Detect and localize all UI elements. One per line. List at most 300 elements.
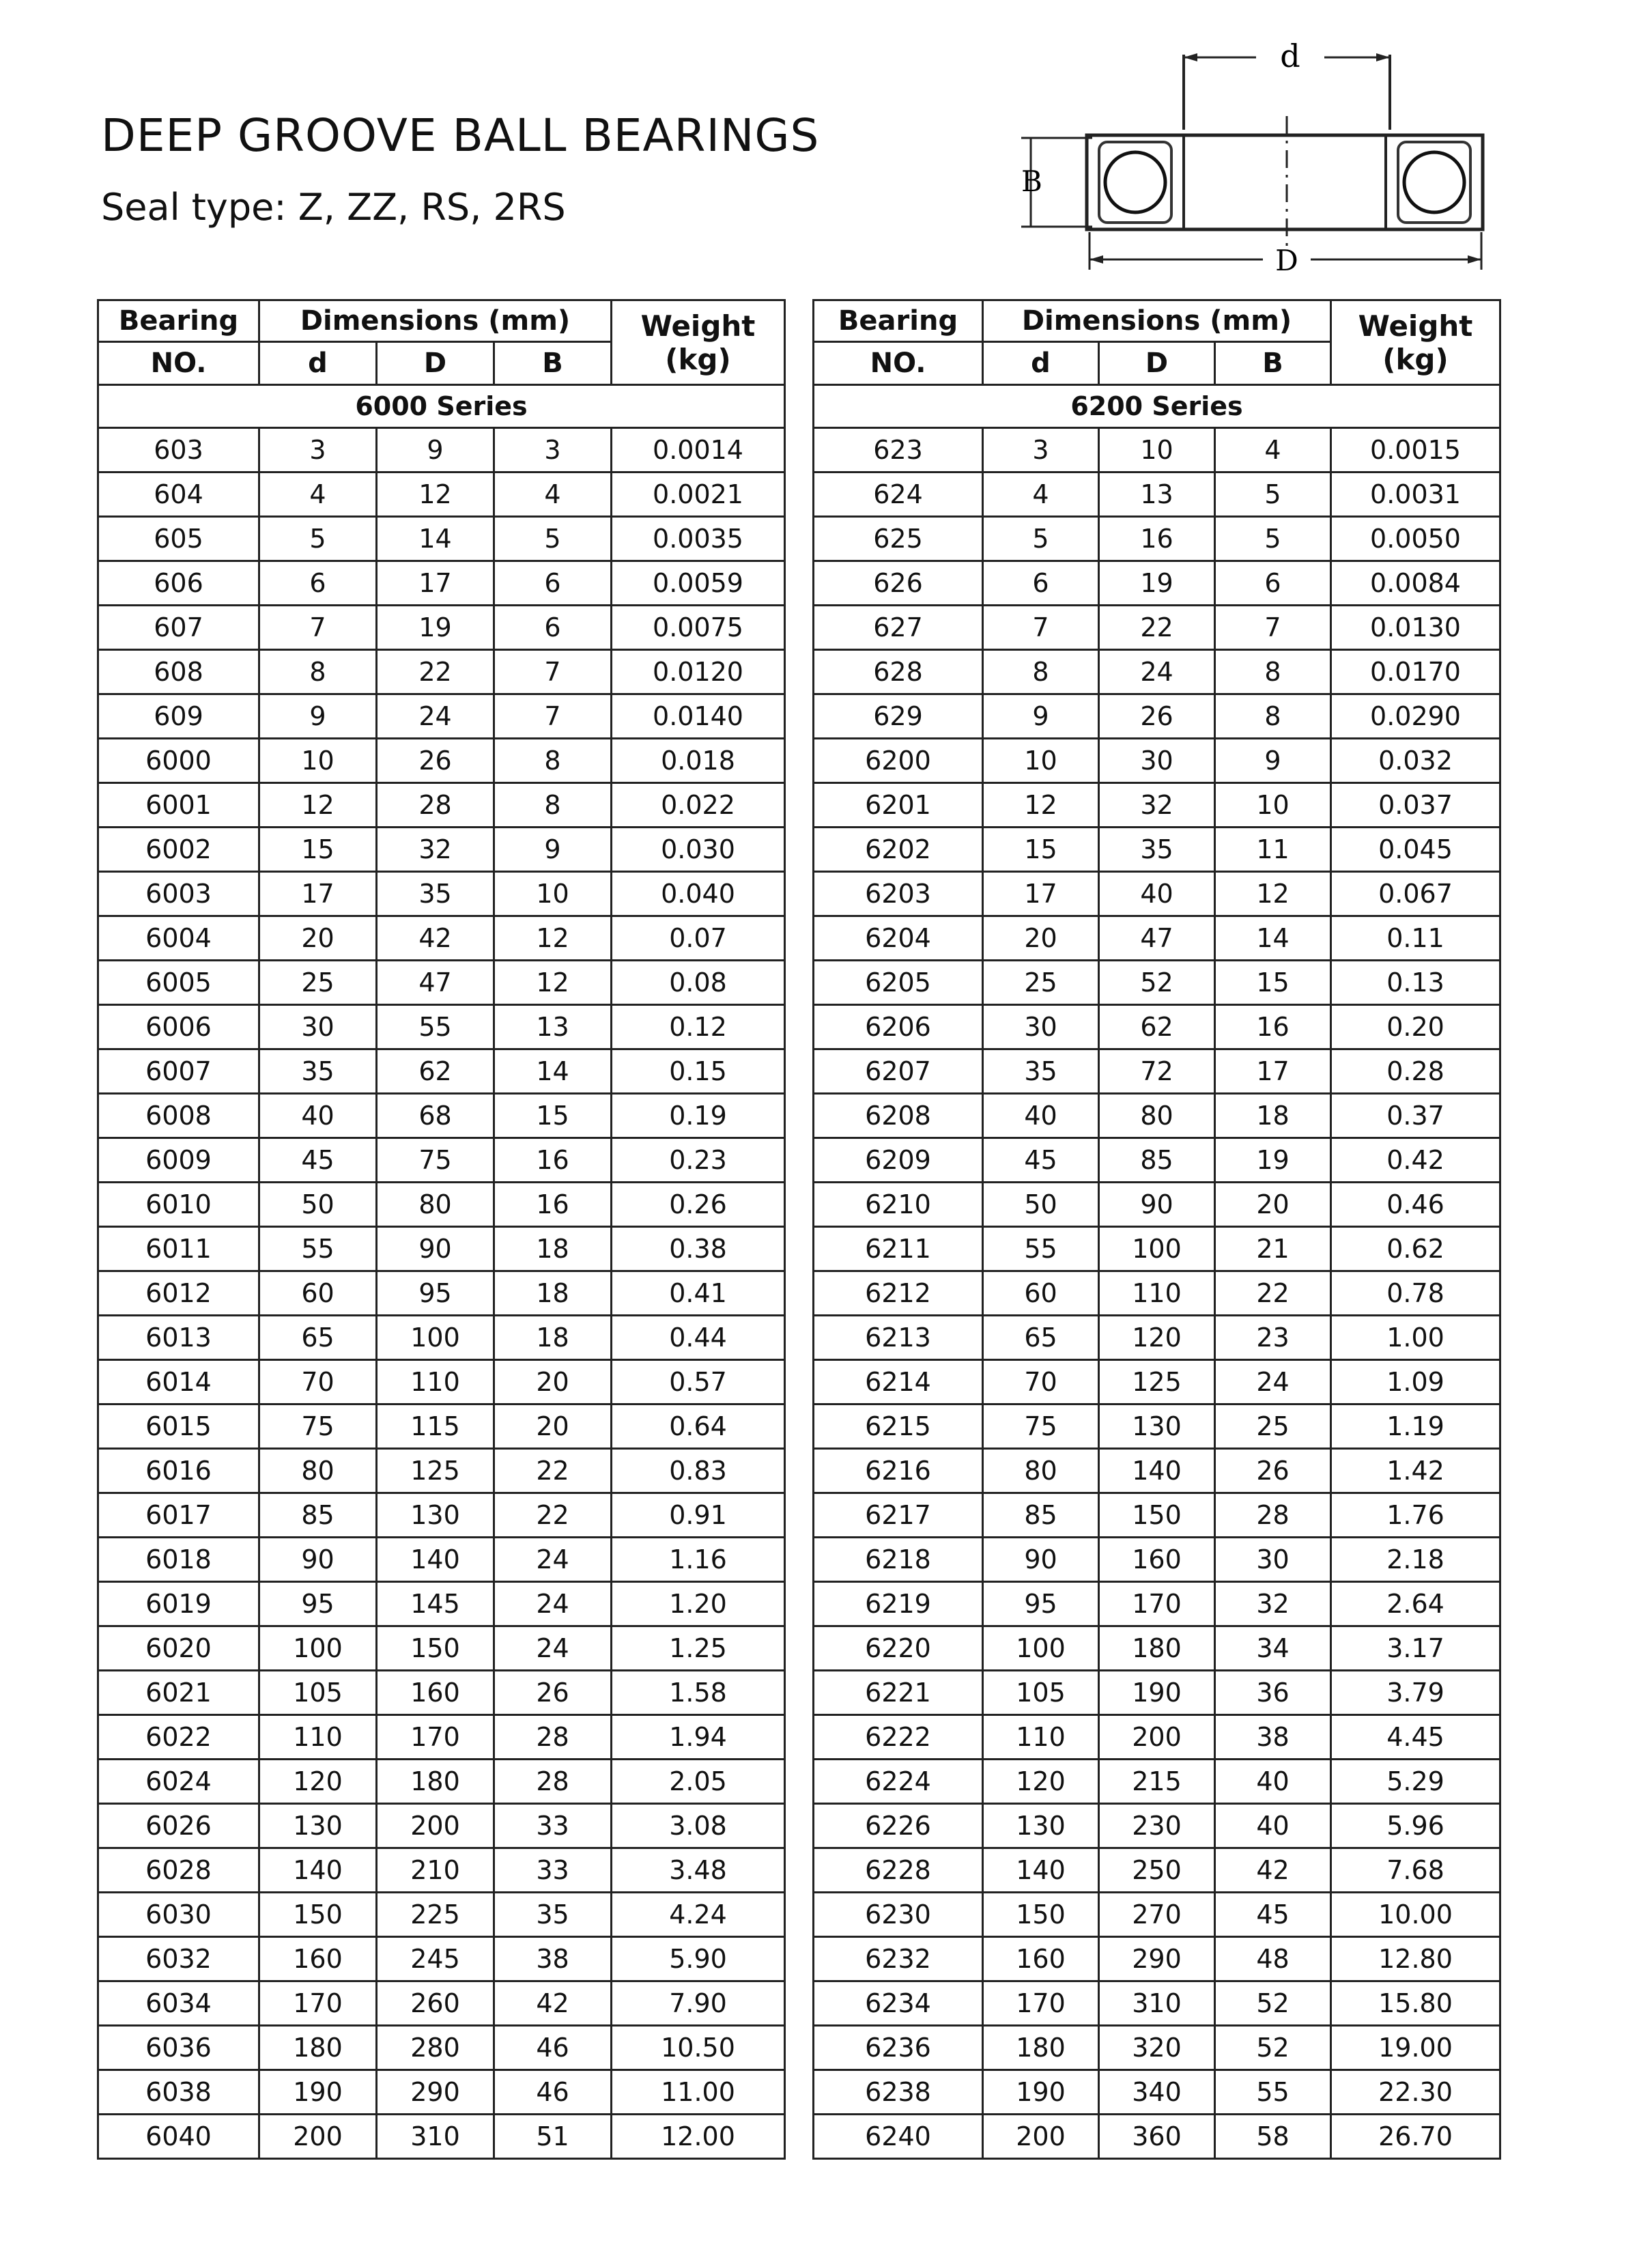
table-row <box>814 517 1500 561</box>
width-cell: 38 <box>1215 1715 1331 1760</box>
width-cell: 6 <box>1215 561 1331 606</box>
width-cell: 22 <box>494 1493 612 1538</box>
outer-diameter-cell: 210 <box>377 1848 494 1893</box>
outer-diameter-cell: 200 <box>1099 1715 1215 1760</box>
bore-diameter-cell: 8 <box>259 650 377 694</box>
bore-diameter-cell: 190 <box>983 2070 1099 2115</box>
outer-diameter-cell: 290 <box>1099 1937 1215 1981</box>
bore-diameter-cell: 15 <box>983 828 1099 872</box>
no-header: NO. <box>814 342 983 385</box>
bore-diameter-cell: 120 <box>983 1760 1099 1804</box>
table-row <box>814 2115 1500 2159</box>
table-row <box>814 1049 1500 1094</box>
width-cell: 52 <box>1215 2026 1331 2070</box>
page-title: DEEP GROOVE BALL BEARINGS <box>101 109 820 162</box>
bore-diameter-cell: 3 <box>983 428 1099 472</box>
bore-diameter-cell: 45 <box>983 1138 1099 1183</box>
weight-cell: 7.90 <box>612 1981 785 2026</box>
weight-cell: 0.0120 <box>612 650 785 694</box>
weight-cell: 0.022 <box>612 783 785 828</box>
width-cell: 18 <box>1215 1094 1331 1138</box>
table-row <box>814 1449 1500 1493</box>
outer-diameter-cell: 270 <box>1099 1893 1215 1937</box>
bore-diameter-cell: 75 <box>259 1404 377 1449</box>
bore-diameter-cell: 95 <box>983 1582 1099 1626</box>
table-row <box>98 1893 785 1937</box>
bearing-number-cell: 6222 <box>814 1715 983 1760</box>
bearing-number-cell: 6221 <box>814 1671 983 1715</box>
bearing-number-cell: 6040 <box>98 2115 259 2159</box>
table-row <box>814 1981 1500 2026</box>
width-cell: 28 <box>494 1760 612 1804</box>
width-cell: 23 <box>1215 1316 1331 1360</box>
outer-diameter-cell: 62 <box>377 1049 494 1094</box>
weight-cell: 0.13 <box>1331 961 1500 1005</box>
weight-cell: 5.96 <box>1331 1804 1500 1848</box>
outer-diameter-cell: 85 <box>1099 1138 1215 1183</box>
weight-cell: 0.28 <box>1331 1049 1500 1094</box>
weight-cell: 0.78 <box>1331 1271 1500 1316</box>
table-row <box>814 1538 1500 1582</box>
bearing-number-cell: 6211 <box>814 1227 983 1271</box>
bearing-number-cell: 6018 <box>98 1538 259 1582</box>
width-cell: 16 <box>1215 1005 1331 1049</box>
bearing-number-cell: 6034 <box>98 1981 259 2026</box>
width-cell: 11 <box>1215 828 1331 872</box>
outer-diameter-cell: 10 <box>1099 428 1215 472</box>
width-cell: 35 <box>494 1893 612 1937</box>
bore-diameter-cell: 150 <box>983 1893 1099 1937</box>
bore-diameter-cell: 20 <box>259 916 377 961</box>
width-cell: 45 <box>1215 1893 1331 1937</box>
outer-diameter-cell: 9 <box>377 428 494 472</box>
bearing-number-cell: 6014 <box>98 1360 259 1404</box>
weight-cell: 5.90 <box>612 1937 785 1981</box>
width-cell: 9 <box>1215 739 1331 783</box>
table-row <box>814 783 1500 828</box>
outer-diameter-cell: 55 <box>377 1005 494 1049</box>
bearing-number-cell: 6010 <box>98 1183 259 1227</box>
width-cell: 51 <box>494 2115 612 2159</box>
outer-diameter-cell: 170 <box>1099 1582 1215 1626</box>
outer-diameter-cell: 130 <box>1099 1404 1215 1449</box>
bore-diameter-cell: 35 <box>259 1049 377 1094</box>
width-cell: 13 <box>494 1005 612 1049</box>
weight-cell: 2.64 <box>1331 1582 1500 1626</box>
outer-diameter-cell: 100 <box>377 1316 494 1360</box>
outer-diameter-cell: 90 <box>1099 1183 1215 1227</box>
weight-cell: 0.0075 <box>612 606 785 650</box>
outer-diameter-cell: 310 <box>1099 1981 1215 2026</box>
table-row <box>814 472 1500 517</box>
bearing-number-cell: 6218 <box>814 1538 983 1582</box>
outer-diameter-cell: 110 <box>377 1360 494 1404</box>
weight-cell: 0.037 <box>1331 783 1500 828</box>
weight-cell: 0.0014 <box>612 428 785 472</box>
table-row <box>98 1848 785 1893</box>
outer-diameter-cell: 90 <box>377 1227 494 1271</box>
bearing-number-cell: 6006 <box>98 1005 259 1049</box>
bearing-number-cell: 6004 <box>98 916 259 961</box>
width-cell: 12 <box>1215 872 1331 916</box>
series-label: 6200 Series <box>814 385 1500 428</box>
bore-diameter-cell: 100 <box>259 1626 377 1671</box>
table-row <box>814 961 1500 1005</box>
outer-diameter-cell: 115 <box>377 1404 494 1449</box>
series-label: 6000 Series <box>98 385 785 428</box>
bearing-number-cell: 6021 <box>98 1671 259 1715</box>
bearing-number-cell: 6038 <box>98 2070 259 2115</box>
width-cell: 14 <box>1215 916 1331 961</box>
width-cell: 18 <box>494 1316 612 1360</box>
table-row <box>814 739 1500 783</box>
width-cell: 40 <box>1215 1804 1331 1848</box>
table-row <box>98 1227 785 1271</box>
bearing-number-cell: 6226 <box>814 1804 983 1848</box>
bearing-number-cell: 625 <box>814 517 983 561</box>
bore-diameter-cell: 105 <box>259 1671 377 1715</box>
outer-diameter-cell: 100 <box>1099 1227 1215 1271</box>
bore-diameter-cell: 95 <box>259 1582 377 1626</box>
seal-type-subtitle: Seal type: Z, ZZ, RS, 2RS <box>101 186 566 229</box>
width-cell: 4 <box>1215 428 1331 472</box>
outer-diameter-cell: 130 <box>377 1493 494 1538</box>
outer-diameter-cell: 24 <box>377 694 494 739</box>
bearing-number-cell: 626 <box>814 561 983 606</box>
outer-diameter-cell: 310 <box>377 2115 494 2159</box>
weight-cell: 0.62 <box>1331 1227 1500 1271</box>
outer-diameter-cell: 200 <box>377 1804 494 1848</box>
weight-cell: 15.80 <box>1331 1981 1500 2026</box>
width-cell: 7 <box>494 694 612 739</box>
width-header: B <box>494 342 612 385</box>
bearing-number-cell: 603 <box>98 428 259 472</box>
outer-diameter-cell: 68 <box>377 1094 494 1138</box>
width-cell: 33 <box>494 1848 612 1893</box>
weight-cell: 1.20 <box>612 1582 785 1626</box>
bearing-number-cell: 6230 <box>814 1893 983 1937</box>
bore-diameter-cell: 90 <box>983 1538 1099 1582</box>
bore-diameter-cell: 120 <box>259 1760 377 1804</box>
outer-diameter-cell: 125 <box>377 1449 494 1493</box>
bore-diameter-cell: 40 <box>259 1094 377 1138</box>
bore-diameter-cell: 90 <box>259 1538 377 1582</box>
bore-diameter-cell: 140 <box>983 1848 1099 1893</box>
bore-diameter-cell: 110 <box>983 1715 1099 1760</box>
bore-diameter-cell: 30 <box>983 1005 1099 1049</box>
bore-diameter-cell: 9 <box>983 694 1099 739</box>
table-row <box>814 1760 1500 1804</box>
table-row <box>98 2026 785 2070</box>
bearing-number-cell: 6000 <box>98 739 259 783</box>
width-cell: 21 <box>1215 1227 1331 1271</box>
weight-cell: 1.42 <box>1331 1449 1500 1493</box>
table-row <box>814 1493 1500 1538</box>
table-row <box>814 1626 1500 1671</box>
outer-diameter-cell: 42 <box>377 916 494 961</box>
width-cell: 48 <box>1215 1937 1331 1981</box>
table-row <box>98 1360 785 1404</box>
weight-cell: 4.45 <box>1331 1715 1500 1760</box>
outer-diameter-cell: 170 <box>377 1715 494 1760</box>
bearing-number-cell: 6213 <box>814 1316 983 1360</box>
bore-diameter-cell: 180 <box>983 2026 1099 2070</box>
weight-cell: 7.68 <box>1331 1848 1500 1893</box>
bore-label: d <box>1280 38 1300 74</box>
table-row <box>814 1227 1500 1271</box>
bore-diameter-cell: 10 <box>983 739 1099 783</box>
table-row <box>814 428 1500 472</box>
outer-diameter-cell: 320 <box>1099 2026 1215 2070</box>
width-cell: 46 <box>494 2070 612 2115</box>
bore-diameter-cell: 12 <box>983 783 1099 828</box>
width-cell: 7 <box>494 650 612 694</box>
width-cell: 32 <box>1215 1582 1331 1626</box>
dimensions-header: Dimensions (mm) <box>983 300 1331 342</box>
weight-cell: 0.032 <box>1331 739 1500 783</box>
table-row <box>814 1893 1500 1937</box>
outer-diameter-cell: 35 <box>377 872 494 916</box>
width-header: B <box>1215 342 1331 385</box>
dimensions-header: Dimensions (mm) <box>259 300 612 342</box>
table-row <box>814 694 1500 739</box>
bore-diameter-cell: 5 <box>259 517 377 561</box>
bearing-number-cell: 629 <box>814 694 983 739</box>
bearing-number-cell: 6036 <box>98 2026 259 2070</box>
bearing-number-cell: 627 <box>814 606 983 650</box>
outer-diameter-cell: 19 <box>1099 561 1215 606</box>
width-cell: 22 <box>494 1449 612 1493</box>
table-row <box>814 561 1500 606</box>
bearing-number-cell: 6008 <box>98 1094 259 1138</box>
weight-cell: 0.83 <box>612 1449 785 1493</box>
bore-diameter-cell: 8 <box>983 650 1099 694</box>
bearing-number-cell: 6201 <box>814 783 983 828</box>
weight-cell: 1.25 <box>612 1626 785 1671</box>
bearing-number-cell: 6207 <box>814 1049 983 1094</box>
bore-diameter-cell: 190 <box>259 2070 377 2115</box>
width-cell: 15 <box>1215 961 1331 1005</box>
table-row <box>98 694 785 739</box>
outer-diameter-cell: 24 <box>1099 650 1215 694</box>
bearing-number-cell: 6002 <box>98 828 259 872</box>
width-cell: 30 <box>1215 1538 1331 1582</box>
width-cell: 10 <box>494 872 612 916</box>
bore-diameter-cell: 100 <box>983 1626 1099 1671</box>
weight-cell: 4.24 <box>612 1893 785 1937</box>
bearing-header: Bearing <box>98 300 259 342</box>
bearing-number-cell: 6003 <box>98 872 259 916</box>
bearing-number-cell: 6232 <box>814 1937 983 1981</box>
outer-diameter-cell: 47 <box>1099 916 1215 961</box>
bore-diameter-cell: 75 <box>983 1404 1099 1449</box>
width-cell: 28 <box>1215 1493 1331 1538</box>
weight-cell: 0.91 <box>612 1493 785 1538</box>
bearing-number-cell: 6015 <box>98 1404 259 1449</box>
bore-diameter-cell: 105 <box>983 1671 1099 1715</box>
bearing-number-cell: 6204 <box>814 916 983 961</box>
outer-diameter-cell: 150 <box>1099 1493 1215 1538</box>
weight-cell: 1.58 <box>612 1671 785 1715</box>
width-cell: 42 <box>1215 1848 1331 1893</box>
outer-diameter-cell: 30 <box>1099 739 1215 783</box>
bore-diameter-cell: 5 <box>983 517 1099 561</box>
outer-diameter-cell: 120 <box>1099 1316 1215 1360</box>
table-row <box>98 1404 785 1449</box>
table-row <box>814 1848 1500 1893</box>
bearing-number-cell: 6208 <box>814 1094 983 1138</box>
bore-diameter-cell: 65 <box>259 1316 377 1360</box>
weight-cell: 0.07 <box>612 916 785 961</box>
outer-diameter-cell: 260 <box>377 1981 494 2026</box>
bore-diameter-cell: 9 <box>259 694 377 739</box>
width-cell: 3 <box>494 428 612 472</box>
bearing-number-cell: 6028 <box>98 1848 259 1893</box>
outer-diameter-cell: 290 <box>377 2070 494 2115</box>
bearing-number-cell: 6215 <box>814 1404 983 1449</box>
bore-diameter-cell: 17 <box>983 872 1099 916</box>
width-cell: 20 <box>494 1404 612 1449</box>
weight-cell: 11.00 <box>612 2070 785 2115</box>
weight-cell: 0.46 <box>1331 1183 1500 1227</box>
bore-diameter-cell: 4 <box>259 472 377 517</box>
bore-diameter-cell: 25 <box>983 961 1099 1005</box>
table-row <box>814 1671 1500 1715</box>
bore-diameter-cell: 170 <box>259 1981 377 2026</box>
bearing-number-cell: 6236 <box>814 2026 983 2070</box>
table-row <box>98 1138 785 1183</box>
width-cell: 18 <box>494 1227 612 1271</box>
weight-cell: 2.18 <box>1331 1538 1500 1582</box>
bore-diameter-cell: 160 <box>983 1937 1099 1981</box>
width-cell: 42 <box>494 1981 612 2026</box>
bearing-number-cell: 624 <box>814 472 983 517</box>
outer-diameter-label: D <box>1275 244 1298 277</box>
bearing-number-cell: 6224 <box>814 1760 983 1804</box>
table-row <box>98 961 785 1005</box>
bearing-number-cell: 6200 <box>814 739 983 783</box>
width-cell: 6 <box>494 561 612 606</box>
table-row <box>98 739 785 783</box>
bearing-number-cell: 6203 <box>814 872 983 916</box>
bearing-number-cell: 6234 <box>814 1981 983 2026</box>
bore-diameter-cell: 200 <box>259 2115 377 2159</box>
table-row <box>814 1005 1500 1049</box>
bearing-number-cell: 6205 <box>814 961 983 1005</box>
outer-diameter-cell: 230 <box>1099 1804 1215 1848</box>
bore-diameter-cell: 10 <box>259 739 377 783</box>
weight-cell: 0.0140 <box>612 694 785 739</box>
bore-diameter-cell: 6 <box>259 561 377 606</box>
width-cell: 8 <box>494 783 612 828</box>
table-row <box>814 1804 1500 1848</box>
width-cell: 25 <box>1215 1404 1331 1449</box>
bore-diameter-cell: 70 <box>259 1360 377 1404</box>
outer-diameter-cell: 215 <box>1099 1760 1215 1804</box>
outer-diameter-cell: 160 <box>377 1671 494 1715</box>
width-cell: 20 <box>1215 1183 1331 1227</box>
weight-cell: 12.00 <box>612 2115 785 2159</box>
outer-diameter-cell: 22 <box>1099 606 1215 650</box>
table-row <box>98 828 785 872</box>
outer-diameter-cell: 14 <box>377 517 494 561</box>
bore-diameter-cell: 3 <box>259 428 377 472</box>
weight-cell: 0.067 <box>1331 872 1500 916</box>
table-row <box>98 1094 785 1138</box>
bearing-number-cell: 6012 <box>98 1271 259 1316</box>
weight-cell: 1.94 <box>612 1715 785 1760</box>
table-row <box>98 561 785 606</box>
table-row <box>814 916 1500 961</box>
table-row <box>814 2070 1500 2115</box>
weight-cell: 0.0050 <box>1331 517 1500 561</box>
width-cell: 9 <box>494 828 612 872</box>
outer-diameter-cell: 75 <box>377 1138 494 1183</box>
weight-cell: 0.030 <box>612 828 785 872</box>
weight-cell: 0.0084 <box>1331 561 1500 606</box>
bearing-number-cell: 604 <box>98 472 259 517</box>
bearing-number-cell: 6206 <box>814 1005 983 1049</box>
weight-cell: 0.44 <box>612 1316 785 1360</box>
weight-cell: 5.29 <box>1331 1760 1500 1804</box>
bearing-number-cell: 6202 <box>814 828 983 872</box>
bearing-number-cell: 6022 <box>98 1715 259 1760</box>
outer-diameter-cell: 340 <box>1099 2070 1215 2115</box>
bearing-number-cell: 608 <box>98 650 259 694</box>
outer-diameter-cell: 47 <box>377 961 494 1005</box>
weight-cell: 1.76 <box>1331 1493 1500 1538</box>
outer-diameter-cell: 110 <box>1099 1271 1215 1316</box>
table-row <box>814 1316 1500 1360</box>
table-row <box>814 1937 1500 1981</box>
bore-diameter-cell: 35 <box>983 1049 1099 1094</box>
table-row <box>814 1271 1500 1316</box>
table-row <box>98 1804 785 1848</box>
bearing-number-cell: 6011 <box>98 1227 259 1271</box>
weight-cell: 0.20 <box>1331 1005 1500 1049</box>
table-row <box>98 1937 785 1981</box>
weight-cell: 0.08 <box>612 961 785 1005</box>
width-cell: 18 <box>494 1271 612 1316</box>
width-cell: 5 <box>1215 517 1331 561</box>
table-row <box>98 916 785 961</box>
weight-cell: 3.48 <box>612 1848 785 1893</box>
width-cell: 33 <box>494 1804 612 1848</box>
weight-cell: 2.05 <box>612 1760 785 1804</box>
table-row <box>814 1138 1500 1183</box>
bearing-number-cell: 6024 <box>98 1760 259 1804</box>
bore-diameter-cell: 15 <box>259 828 377 872</box>
table-row <box>814 828 1500 872</box>
bearing-number-cell: 609 <box>98 694 259 739</box>
weight-header: Weight (kg) <box>1331 300 1500 385</box>
table-row <box>98 1715 785 1760</box>
bore-diameter-cell: 200 <box>983 2115 1099 2159</box>
width-cell: 58 <box>1215 2115 1331 2159</box>
outer-diameter-cell: 16 <box>1099 517 1215 561</box>
bearing-number-cell: 6240 <box>814 2115 983 2159</box>
table-row <box>98 606 785 650</box>
bearing-number-cell: 6228 <box>814 1848 983 1893</box>
table-row <box>814 1715 1500 1760</box>
table-row <box>98 872 785 916</box>
bore-diameter-cell: 55 <box>259 1227 377 1271</box>
bore-diameter-cell: 85 <box>983 1493 1099 1538</box>
width-cell: 5 <box>1215 472 1331 517</box>
outer-diameter-cell: 80 <box>1099 1094 1215 1138</box>
bore-diameter-cell: 45 <box>259 1138 377 1183</box>
bearing-number-cell: 6007 <box>98 1049 259 1094</box>
